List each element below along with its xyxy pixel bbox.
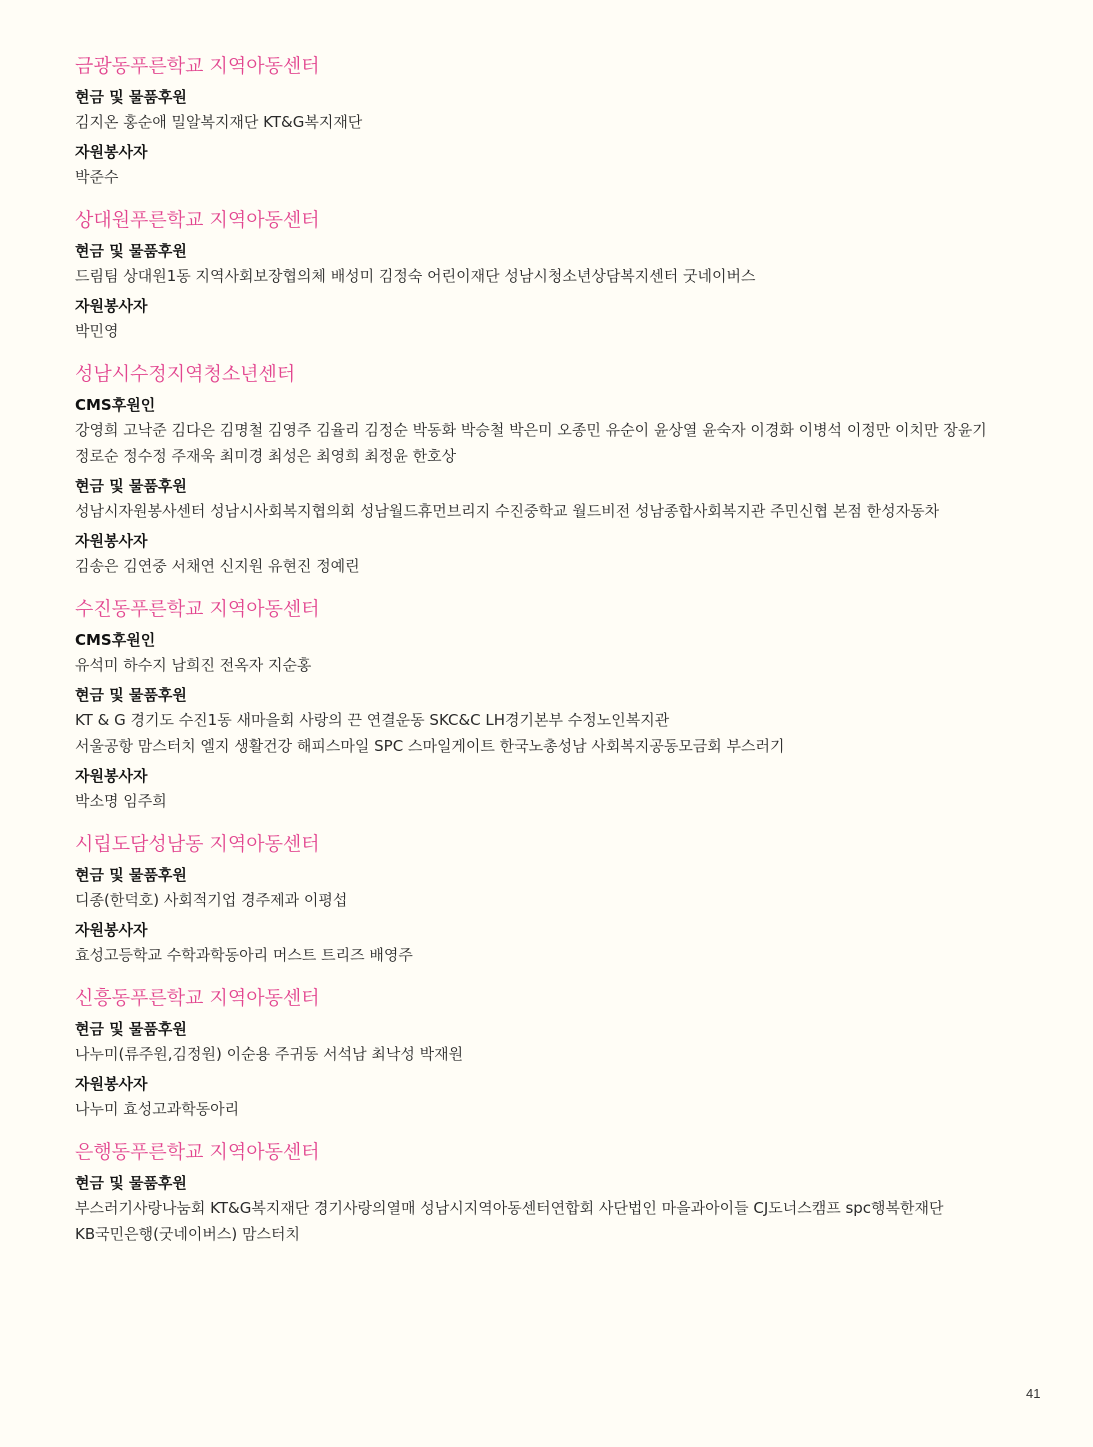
donor-names-line: 정로순 정수정 주재욱 최미경 최성은 최영희 최정윤 한호상 bbox=[75, 447, 457, 465]
donor-group-title: 현금 및 물품후원 bbox=[75, 242, 187, 260]
donor-names bbox=[75, 1096, 1035, 1122]
donor-names bbox=[75, 417, 1035, 469]
page-number: 41 bbox=[1026, 1386, 1041, 1401]
donor-group bbox=[75, 85, 1035, 135]
donor-names-line: 강영희 고낙준 김다은 김명철 김영주 김율리 김정순 박동화 박승철 박은미 오종민 유순이 윤상열 윤숙자 이경화 이병석 이정만 이치만 장윤기 bbox=[75, 421, 987, 439]
donor-group bbox=[75, 918, 1035, 968]
center-section bbox=[75, 52, 1035, 190]
donor-group-title: 자원봉사자 bbox=[75, 532, 148, 550]
donor-group-title: 현금 및 물품후원 bbox=[75, 866, 187, 884]
donor-names bbox=[75, 1041, 1035, 1067]
donor-group-title: 자원봉사자 bbox=[75, 921, 148, 939]
donor-group-title: 자원봉사자 bbox=[75, 767, 148, 785]
center-title: 시립도담성남동 지역아동센터 bbox=[75, 833, 320, 855]
donor-names bbox=[75, 652, 1035, 678]
donor-names bbox=[75, 164, 1035, 190]
donor-names bbox=[75, 109, 1035, 135]
center-title: 금광동푸른학교 지역아동센터 bbox=[75, 55, 320, 77]
donor-group bbox=[75, 1072, 1035, 1122]
donor-group bbox=[75, 474, 1035, 524]
donor-names bbox=[75, 707, 1035, 759]
donor-group-title: 자원봉사자 bbox=[75, 1075, 148, 1093]
center-title: 신흥동푸른학교 지역아동센터 bbox=[75, 987, 320, 1009]
donor-group bbox=[75, 393, 1035, 469]
center-section bbox=[75, 595, 1035, 814]
donor-group bbox=[75, 863, 1035, 913]
donor-group bbox=[75, 628, 1035, 678]
donor-names-line: KB국민은행(굿네이버스) 맘스터치 bbox=[75, 1225, 300, 1243]
donor-names-line: KT & G 경기도 수진1동 새마을회 사랑의 끈 연결운동 SKC&C LH경기본부 수정노인복지관 bbox=[75, 711, 670, 729]
donor-group-title: 현금 및 물품후원 bbox=[75, 88, 187, 106]
center-section bbox=[75, 984, 1035, 1122]
center-title: 상대원푸른학교 지역아동센터 bbox=[75, 209, 320, 231]
donor-names-line: 나누미(류주원,김정원) 이순용 주귀동 서석남 최낙성 박재원 bbox=[75, 1045, 464, 1063]
donor-names bbox=[75, 318, 1035, 344]
donor-group bbox=[75, 140, 1035, 190]
donor-names bbox=[75, 887, 1035, 913]
donor-names-line: 유석미 하수지 남희진 전옥자 지순홍 bbox=[75, 656, 312, 674]
donor-names-line: 박소명 임주희 bbox=[75, 792, 167, 810]
donor-list bbox=[75, 52, 1035, 1247]
donor-group-title: 현금 및 물품후원 bbox=[75, 1174, 187, 1192]
donor-group bbox=[75, 239, 1035, 289]
donor-names-line: 나누미 효성고과학동아리 bbox=[75, 1100, 240, 1118]
donor-group bbox=[75, 1171, 1035, 1247]
donor-names-line: 드림팀 상대원1동 지역사회보장협의체 배성미 김정숙 어린이재단 성남시청소년상담복지센터 굿네이버스 bbox=[75, 267, 756, 285]
center-section bbox=[75, 360, 1035, 579]
donor-names-line: 서울공항 맘스터치 엘지 생활건강 해피스마일 SPC 스마일게이트 한국노총성남 사회복지공동모금회 부스러기 bbox=[75, 737, 785, 755]
center-section bbox=[75, 206, 1035, 344]
donor-group bbox=[75, 1017, 1035, 1067]
donor-names-line: 성남시자원봉사센터 성남시사회복지협의회 성남월드휴먼브리지 수진중학교 월드비전 성남종합사회복지관 주민신협 본점 한성자동차 bbox=[75, 502, 940, 520]
donor-names-line: 효성고등학교 수학과학동아리 머스트 트리즈 배영주 bbox=[75, 946, 413, 964]
donor-group-title: CMS후원인 bbox=[75, 631, 156, 649]
center-section bbox=[75, 1138, 1035, 1247]
donor-group-title: CMS후원인 bbox=[75, 396, 156, 414]
donor-names bbox=[75, 942, 1035, 968]
donor-group-title: 현금 및 물품후원 bbox=[75, 477, 187, 495]
donor-group-title: 자원봉사자 bbox=[75, 143, 148, 161]
donor-names-line: 박준수 bbox=[75, 168, 119, 186]
donor-names bbox=[75, 553, 1035, 579]
donor-names-line: 김지온 홍순애 밀알복지재단 KT&G복지재단 bbox=[75, 113, 363, 131]
donor-group bbox=[75, 529, 1035, 579]
donor-names-line: 김송은 김연중 서채연 신지원 유현진 정예린 bbox=[75, 557, 360, 575]
donor-group-title: 자원봉사자 bbox=[75, 297, 148, 315]
donor-group bbox=[75, 294, 1035, 344]
donor-group bbox=[75, 683, 1035, 759]
donor-group bbox=[75, 764, 1035, 814]
center-title: 성남시수정지역청소년센터 bbox=[75, 363, 296, 385]
donor-names-line: 디종(한덕호) 사회적기업 경주제과 이평섭 bbox=[75, 891, 348, 909]
donor-names-line: 박민영 bbox=[75, 322, 119, 340]
center-section bbox=[75, 830, 1035, 968]
donor-names bbox=[75, 263, 1035, 289]
donor-names bbox=[75, 788, 1035, 814]
center-title: 은행동푸른학교 지역아동센터 bbox=[75, 1141, 320, 1163]
donor-names-line: 부스러기사랑나눔회 KT&G복지재단 경기사랑의열매 성남시지역아동센터연합회 사단법인 마을과아이들 CJ도너스캠프 spc행복한재단 bbox=[75, 1199, 944, 1217]
donor-names bbox=[75, 1195, 1035, 1247]
center-title: 수진동푸른학교 지역아동센터 bbox=[75, 598, 320, 620]
donor-group-title: 현금 및 물품후원 bbox=[75, 1020, 187, 1038]
donor-names bbox=[75, 498, 1035, 524]
donor-group-title: 현금 및 물품후원 bbox=[75, 686, 187, 704]
